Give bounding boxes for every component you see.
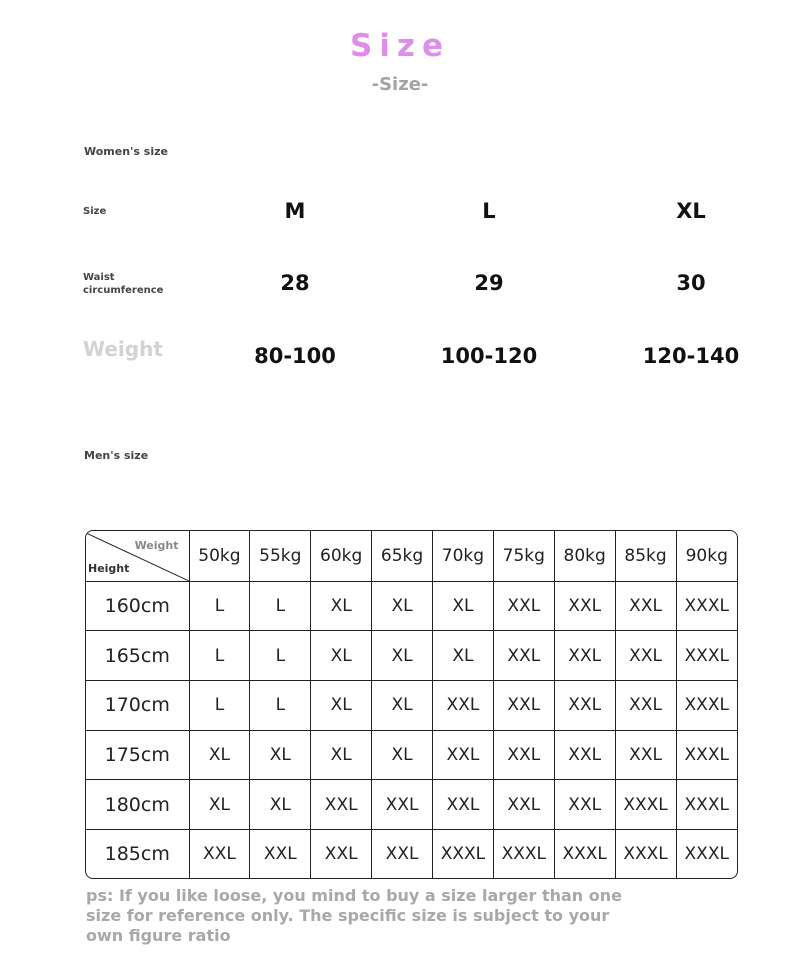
weight-header: 90kg — [676, 531, 737, 581]
size-cell: XXL — [615, 680, 676, 730]
womens-waist-value: 29 — [474, 271, 504, 295]
size-cell: XL — [372, 680, 433, 730]
sizing-note: ps: If you like loose, you mind to buy a size larger than one size for reference only. The specific size is subject to your own figure ratio — [86, 886, 622, 945]
table-row — [86, 829, 737, 878]
size-cell: XXL — [311, 829, 372, 878]
table-row — [86, 631, 737, 681]
size-cell: XXL — [433, 680, 494, 730]
size-cell: L — [189, 581, 250, 631]
size-cell: XL — [433, 581, 494, 631]
womens-weight-value: 80-100 — [254, 344, 336, 368]
height-cell: 170cm — [86, 680, 189, 730]
size-cell: XXL — [615, 631, 676, 681]
size-cell: XXL — [189, 829, 250, 878]
womens-waist-value: 30 — [676, 271, 706, 295]
size-cell: XL — [311, 680, 372, 730]
height-cell: 175cm — [86, 730, 189, 780]
womens-size-value: XL — [676, 199, 706, 223]
size-cell: XXL — [554, 780, 615, 830]
mens-table-body — [86, 581, 737, 878]
table-row — [86, 680, 737, 730]
womens-size-label: Size — [83, 206, 107, 217]
size-cell: XL — [372, 581, 433, 631]
womens-weight-label: Weight — [83, 337, 163, 361]
page-subtitle: -Size- — [371, 74, 429, 95]
size-cell: XXL — [372, 780, 433, 830]
size-cell: XXL — [615, 581, 676, 631]
size-cell: XXL — [250, 829, 311, 878]
size-cell: XXL — [433, 780, 494, 830]
size-cell: XL — [372, 730, 433, 780]
size-cell: XXXL — [676, 829, 737, 878]
weight-header: 50kg — [189, 531, 250, 581]
size-cell: XXXL — [676, 730, 737, 780]
table-row — [86, 581, 737, 631]
size-cell: XXL — [615, 730, 676, 780]
size-cell: XXL — [372, 829, 433, 878]
size-cell: XXL — [554, 581, 615, 631]
table-row — [86, 780, 737, 830]
womens-weight-value: 100-120 — [440, 344, 538, 368]
size-cell: XXL — [493, 631, 554, 681]
size-cell: L — [250, 680, 311, 730]
size-cell: XXL — [311, 780, 372, 830]
size-cell: XXL — [493, 581, 554, 631]
height-cell: 165cm — [86, 631, 189, 681]
size-cell: XL — [433, 631, 494, 681]
table-corner-cell — [86, 531, 189, 581]
womens-section-label: Women's size — [84, 145, 168, 158]
womens-size-value: L — [482, 199, 496, 223]
size-cell: XL — [372, 631, 433, 681]
height-cell: 185cm — [86, 829, 189, 878]
height-cell: 180cm — [86, 780, 189, 830]
womens-size-value: M — [284, 199, 306, 223]
size-cell: XL — [189, 780, 250, 830]
page-title: Size — [0, 28, 800, 64]
size-cell: XXL — [433, 730, 494, 780]
size-cell: XXL — [554, 631, 615, 681]
weight-header-row — [86, 531, 737, 581]
size-cell: XXL — [554, 730, 615, 780]
weight-header: 75kg — [493, 531, 554, 581]
weight-header: 60kg — [311, 531, 372, 581]
height-cell: 160cm — [86, 581, 189, 631]
size-cell: XL — [311, 581, 372, 631]
womens-waist-value: 28 — [280, 271, 310, 295]
size-cell: XXL — [493, 680, 554, 730]
weight-header: 55kg — [250, 531, 311, 581]
size-cell: L — [250, 581, 311, 631]
mens-size-table — [85, 530, 738, 879]
corner-weight-label: Weight — [134, 539, 179, 552]
size-cell: XXXL — [676, 631, 737, 681]
weight-header: 80kg — [554, 531, 615, 581]
size-cell: XL — [311, 730, 372, 780]
size-cell: XXXL — [554, 829, 615, 878]
size-cell: XXXL — [676, 780, 737, 830]
size-cell: XXL — [493, 730, 554, 780]
size-cell: XXXL — [615, 780, 676, 830]
corner-height-label: Height — [88, 561, 130, 575]
womens-weight-value: 120-140 — [642, 344, 740, 368]
size-cell: L — [250, 631, 311, 681]
size-cell: XL — [250, 730, 311, 780]
size-cell: XXXL — [493, 829, 554, 878]
womens-waist-label: Waist circumference — [83, 272, 164, 296]
size-cell: L — [189, 631, 250, 681]
size-cell: XL — [189, 730, 250, 780]
size-cell: XL — [250, 780, 311, 830]
table-row — [86, 730, 737, 780]
weight-header: 70kg — [433, 531, 494, 581]
size-cell: L — [189, 680, 250, 730]
weight-header: 85kg — [615, 531, 676, 581]
size-cell: XXL — [493, 780, 554, 830]
size-cell: XXXL — [676, 581, 737, 631]
size-cell: XXXL — [615, 829, 676, 878]
size-cell: XL — [311, 631, 372, 681]
size-cell: XXXL — [676, 680, 737, 730]
size-cell: XXXL — [433, 829, 494, 878]
weight-header: 65kg — [372, 531, 433, 581]
size-cell: XXL — [554, 680, 615, 730]
mens-section-label: Men's size — [84, 449, 149, 462]
